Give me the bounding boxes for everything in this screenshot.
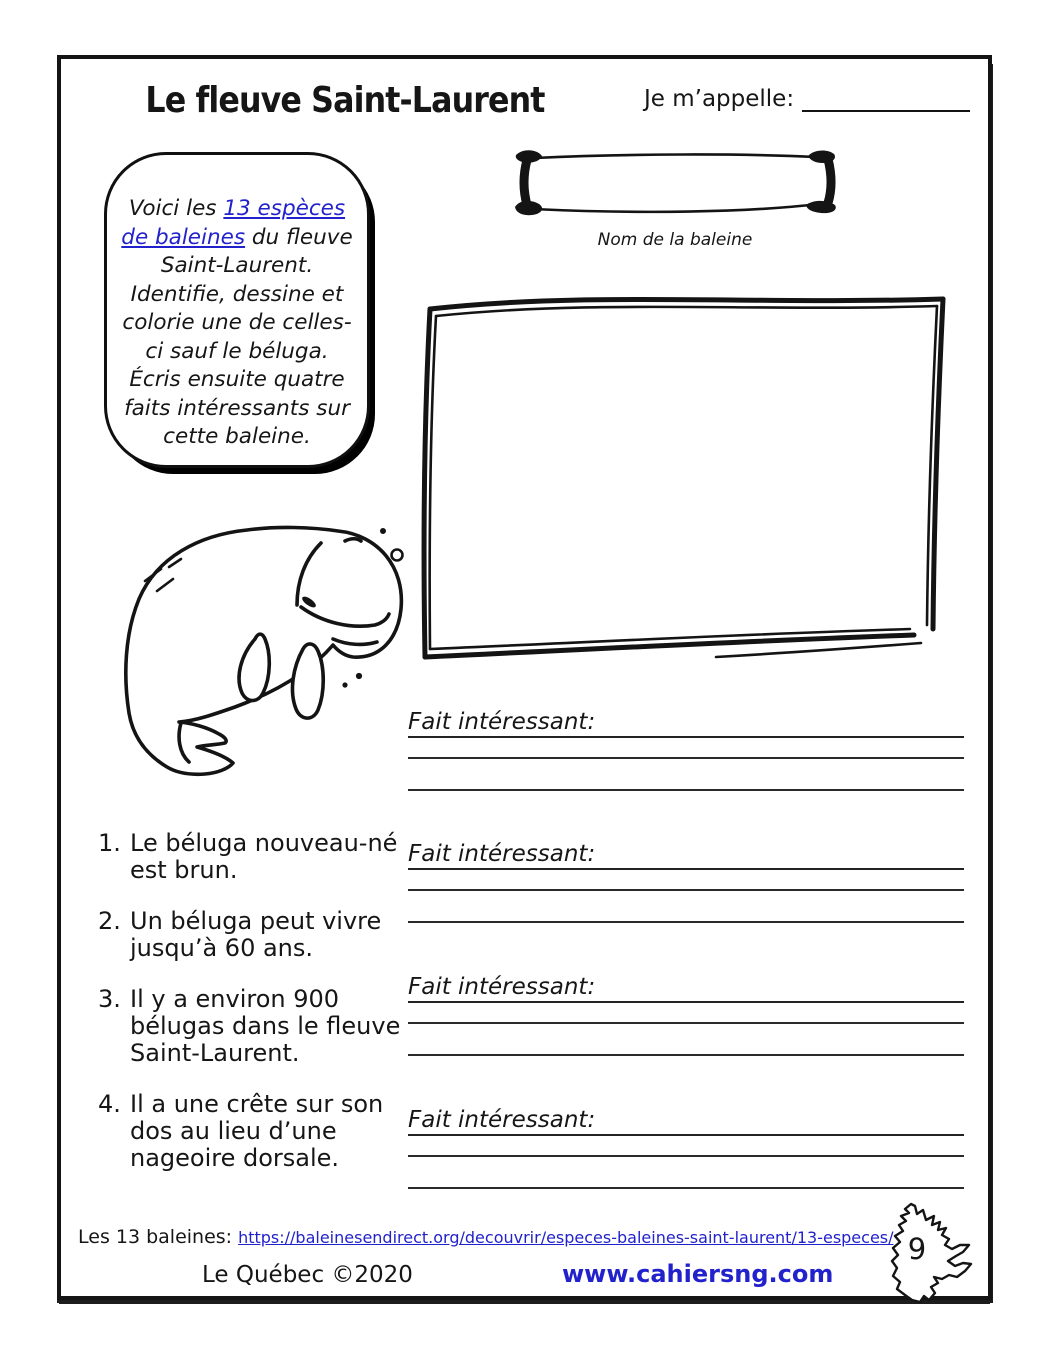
beluga-facts-list — [98, 830, 416, 1196]
fait-label-row — [408, 1108, 964, 1136]
instruction-bubble — [104, 152, 370, 468]
source-url-link[interactable]: https://baleinesendirect.org/decouvrir/especes-baleines-saint-laurent/13-especes/ — [238, 1228, 894, 1247]
fait-label: Fait intéressant: — [408, 709, 596, 735]
website-link[interactable]: www.cahiersng.com — [562, 1260, 834, 1288]
fact-text: Le béluga nouveau-né est brun. — [130, 829, 398, 884]
writing-line — [408, 1054, 964, 1056]
list-item — [98, 1091, 416, 1172]
fait-section-2 — [408, 842, 964, 923]
fait-label: Fait intéressant: — [408, 1107, 596, 1133]
fait-label: Fait intéressant: — [408, 974, 596, 1000]
banner-caption: Nom de la baleine — [597, 230, 753, 250]
fact-number: 1. — [98, 829, 121, 857]
fait-section-3 — [408, 975, 964, 1056]
fait-label-row — [408, 975, 964, 1003]
beluga-illustration — [95, 515, 440, 820]
list-item — [98, 830, 416, 884]
student-name-row — [644, 86, 970, 112]
drawing-frame — [416, 283, 958, 669]
page-number: 9 — [907, 1232, 927, 1266]
writing-line — [408, 1022, 964, 1024]
bubble-text-pre: Voici les — [128, 196, 224, 221]
fact-number: 3. — [98, 985, 121, 1013]
copyright-text: Le Québec ©2020 — [202, 1262, 413, 1288]
name-blank-line — [802, 88, 970, 112]
fait-section-4 — [408, 1108, 964, 1189]
writing-line — [408, 757, 964, 759]
writing-line — [408, 1187, 964, 1189]
fact-number: 4. — [98, 1090, 121, 1118]
fait-label-row — [408, 710, 964, 738]
fact-text: Il y a environ 900 bélugas dans le fleuve Saint-Laurent. — [130, 985, 401, 1067]
writing-line — [408, 1155, 964, 1157]
fact-text: Il a une crête sur son dos au lieu d’une nageoire dorsale. — [130, 1090, 384, 1172]
especes-link[interactable]: 13 espèces de baleines — [121, 196, 346, 250]
writing-line — [408, 789, 964, 791]
writing-line — [408, 889, 964, 891]
fait-section-1 — [408, 710, 964, 791]
fact-text: Un béluga peut vivre jusqu’à 60 ans. — [130, 907, 382, 962]
source-row — [78, 1226, 894, 1248]
fact-number: 2. — [98, 907, 121, 935]
fait-label: Fait intéressant: — [408, 841, 596, 867]
list-item — [98, 986, 416, 1067]
source-label: Les 13 baleines: — [78, 1226, 233, 1248]
page-title: Le fleuve Saint-Laurent — [145, 80, 545, 121]
fait-label-row — [408, 842, 964, 870]
writing-line — [408, 921, 964, 923]
whale-name-banner — [507, 144, 843, 224]
name-label: Je m’appelle: — [644, 86, 795, 112]
list-item — [98, 908, 416, 962]
bubble-text-post: du fleuve Saint-Laurent. Identifie, dessine et colorie une de celles-ci sauf le béluga. Écris ensuite quatre faits intéressants sur cette baleine. — [122, 224, 353, 449]
